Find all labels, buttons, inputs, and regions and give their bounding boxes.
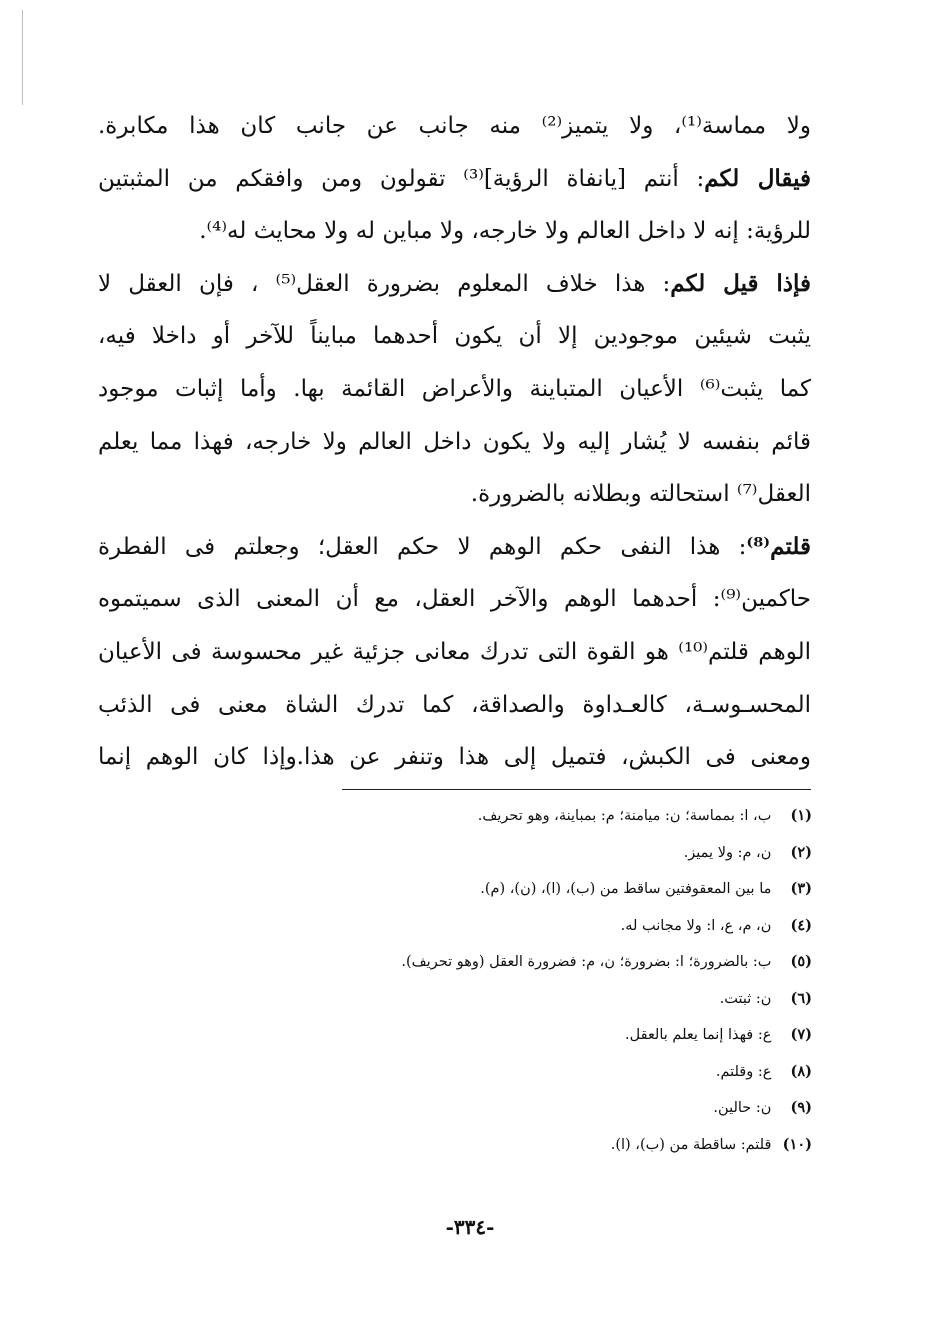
- footnote-item: [200, 798, 812, 835]
- footnote-text: ب: بالضرورة؛ ا: بضرورة؛ ن، م: فضرورة العقل (وهو تحريف).: [401, 954, 772, 970]
- text-line: للرؤية: إنه لا داخل العالم ولا خارجه، ولا مباين له ولا محايث له⁽⁴⁾.: [199, 218, 811, 245]
- text-line: قلتم⁽⁸⁾: هذا النفى حكم الوهم لا حكم العقل؛ وجعلتم فى الفطرة: [98, 532, 811, 560]
- footnote-text: ن: حالين.: [713, 1100, 772, 1116]
- text-line: الوهم قلتم⁽¹⁰⁾ هو القوة التى تدرك معانى جزئية غير محسوسة فى الأعيان: [98, 638, 811, 665]
- footnote-item: [200, 1017, 812, 1054]
- footnote-number: (٦): [790, 989, 812, 1007]
- footnote-item: [200, 908, 812, 945]
- footnote-text: ع: وقلتم.: [715, 1063, 772, 1080]
- text-line: ولا مماسة⁽¹⁾، ولا يتميز⁽²⁾ منه جانب عن جانب كان هذا مكابرة.: [98, 113, 811, 139]
- text-line: حاكمين⁽⁹⁾: أحدهما الوهم والآخر العقل، مع أن المعنى الذى سميتموه: [98, 586, 811, 613]
- footnote-number: (١٠): [782, 1135, 812, 1153]
- footnote-text: ن، م: ولا يميز.: [683, 844, 772, 861]
- footnote-item: [200, 1127, 812, 1164]
- main-text-block: [98, 100, 811, 784]
- text-line: يثبت شيئين موجودين إلا أن يكون أحدهما مبايناً للآخر أو داخلا فيه،: [98, 323, 811, 350]
- page-edge-mark: [22, 10, 23, 105]
- text-line: العقل⁽⁷⁾ استحالته وبطلانه بالضرورة.: [470, 481, 811, 508]
- footnote-item: [200, 981, 812, 1018]
- text-line: فيقال لكم: أنتم [يانفاة الرؤية]⁽³⁾ تقولون ومن وافقكم من المثبتين: [98, 164, 811, 192]
- footnote-number: (٣): [790, 880, 812, 897]
- footnote-item: [200, 835, 812, 872]
- footnote-text: ن: ثبتت.: [719, 990, 772, 1007]
- text-line: المحسـوسـة، كالعـداوة والصداقة، كما تدرك الشاة معنى فى الذئب: [98, 691, 811, 718]
- footnote-separator: [342, 789, 811, 790]
- footnote-text: ب، ا: بمماسة؛ ن: ميامنة؛ م: بمباينة، وهو تحريف.: [477, 808, 772, 824]
- footnote-item: [200, 1054, 812, 1091]
- footnote-text: ن، م، ع، ا: ولا مجانب له.: [620, 917, 772, 934]
- footnote-number: (٥): [790, 953, 812, 970]
- footnote-number: (٧): [790, 1026, 812, 1043]
- footnote-number: (٩): [790, 1099, 812, 1116]
- footnote-number: (١): [790, 807, 812, 824]
- footnote-text: ع: فهذا إنما يعلم بالعقل.: [625, 1027, 772, 1043]
- footnote-item: [200, 871, 812, 908]
- footnote-item: [200, 1090, 812, 1127]
- footnote-number: (٨): [790, 1062, 812, 1080]
- text-line: ومعنى فى الكبش، فتميل إلى هذا وتنفر عن هذا.وإذا كان الوهم إنما: [98, 744, 811, 771]
- footnote-text: ما بين المعقوفتين ساقط من (ب)، (ا)، (ن)، (م).: [480, 881, 772, 897]
- footnotes-block: [200, 798, 812, 1163]
- text-line: كما يثبت⁽⁶⁾ الأعيان المتباينة والأعراض القائمة بها. وأما إثبات موجود: [98, 375, 811, 402]
- page-number: -٣٣٤-: [445, 1215, 495, 1239]
- footnote-number: (٤): [790, 916, 812, 934]
- footnote-number: (٢): [790, 843, 812, 861]
- text-line: فإذا قيل لكم: هذا خلاف المعلوم بضرورة العقل⁽⁵⁾ ، فإن العقل لا: [98, 269, 811, 297]
- text-line: قائم بنفسه لا يُشار إليه ولا يكون داخل العالم ولا خارجه، فهذا مما يعلم: [98, 428, 811, 455]
- footnote-item: [200, 944, 812, 981]
- footnote-text: قلتم: ساقطة من (ب)، (ا).: [610, 1136, 772, 1153]
